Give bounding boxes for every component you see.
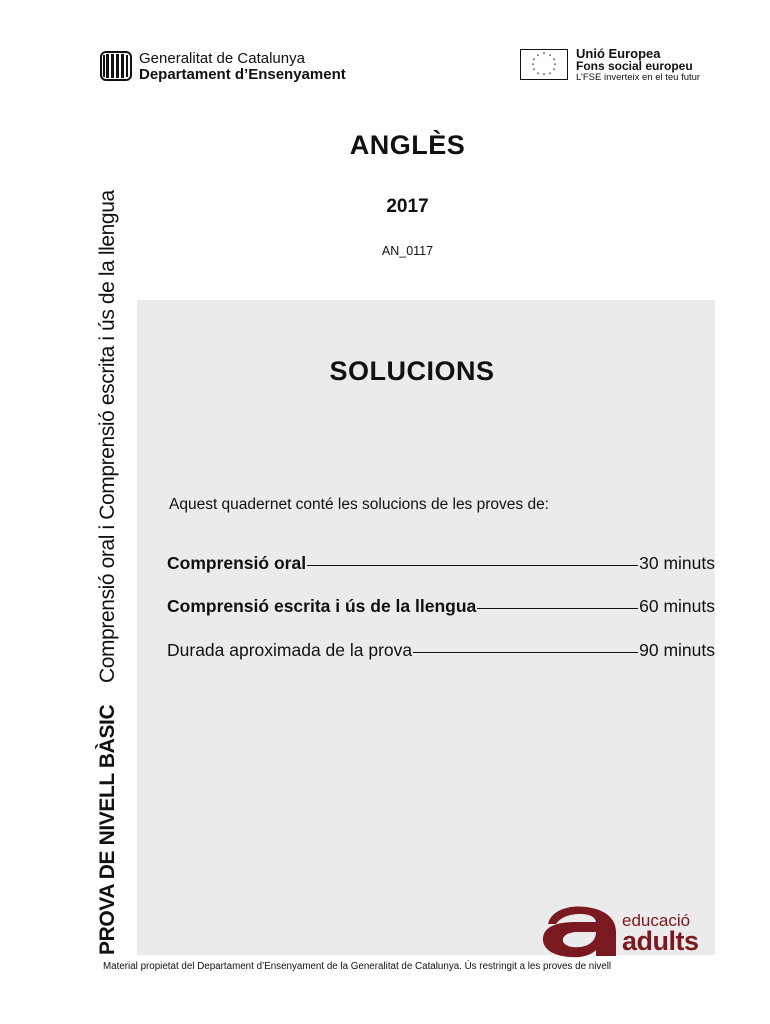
generalitat-logo-icon [100, 50, 132, 82]
test-name: Comprensió escrita i ús de la llengua [167, 596, 477, 616]
leader-line [477, 608, 638, 609]
svg-text:*: * [552, 58, 556, 64]
side-label-level: PROVA DE NIVELL BÀSIC [96, 704, 119, 955]
footer-notice: Material propietat del Departament d’Ensenyament de la Generalitat de Catalunya. Ús restringit a les proves de nivell [103, 961, 612, 972]
eu-flag-icon [520, 49, 568, 80]
side-label-text [96, 190, 120, 955]
test-duration: 30 minuts [639, 553, 715, 573]
solutions-heading: SOLUCIONS [329, 356, 495, 386]
svg-text:*: * [532, 68, 536, 74]
eu-tagline: L’FSE inverteix en el teu futur [576, 72, 701, 83]
leader-line [307, 565, 638, 566]
test-duration: 60 minuts [639, 596, 715, 616]
svg-text:*: * [542, 73, 546, 79]
total-duration: 90 minuts [639, 640, 715, 660]
solutions-intro: Aquest quadernet conté les solucions de les proves de: [169, 496, 549, 513]
svg-text:*: * [536, 54, 540, 60]
generalitat-name: Generalitat de Catalunya [139, 50, 305, 67]
eu-text [576, 48, 700, 84]
svg-text:*: * [532, 58, 536, 64]
svg-text:*: * [531, 63, 535, 69]
test-duration-row [167, 553, 715, 574]
brand-educacio: educació [622, 911, 691, 930]
svg-text:*: * [542, 52, 546, 58]
test-name: Comprensió oral [167, 553, 307, 573]
svg-text:*: * [553, 63, 557, 69]
leader-line [413, 652, 638, 653]
generalitat-text [139, 51, 346, 83]
eu-name: Unió Europea [576, 46, 661, 61]
side-label [88, 190, 128, 955]
svg-text:*: * [548, 54, 552, 60]
eu-fund: Fons social europeu [576, 59, 693, 73]
department-name: Departament d’Ensenyament [139, 66, 346, 83]
svg-text:*: * [548, 72, 552, 78]
total-label: Durada aproximada de la prova [167, 640, 413, 660]
document-code: AN_0117 [381, 244, 434, 258]
test-duration-row [167, 596, 715, 617]
side-label-tests: Comprensió oral i Comprensió escrita i ús de la llengua [96, 190, 119, 683]
solutions-panel [137, 300, 715, 955]
svg-text:*: * [536, 72, 540, 78]
document-year: 2017 [386, 196, 429, 217]
document-title: ANGLÈS [349, 130, 466, 160]
brand-adults: adults [622, 926, 699, 956]
svg-text:*: * [552, 68, 556, 74]
total-duration-row [167, 640, 715, 661]
